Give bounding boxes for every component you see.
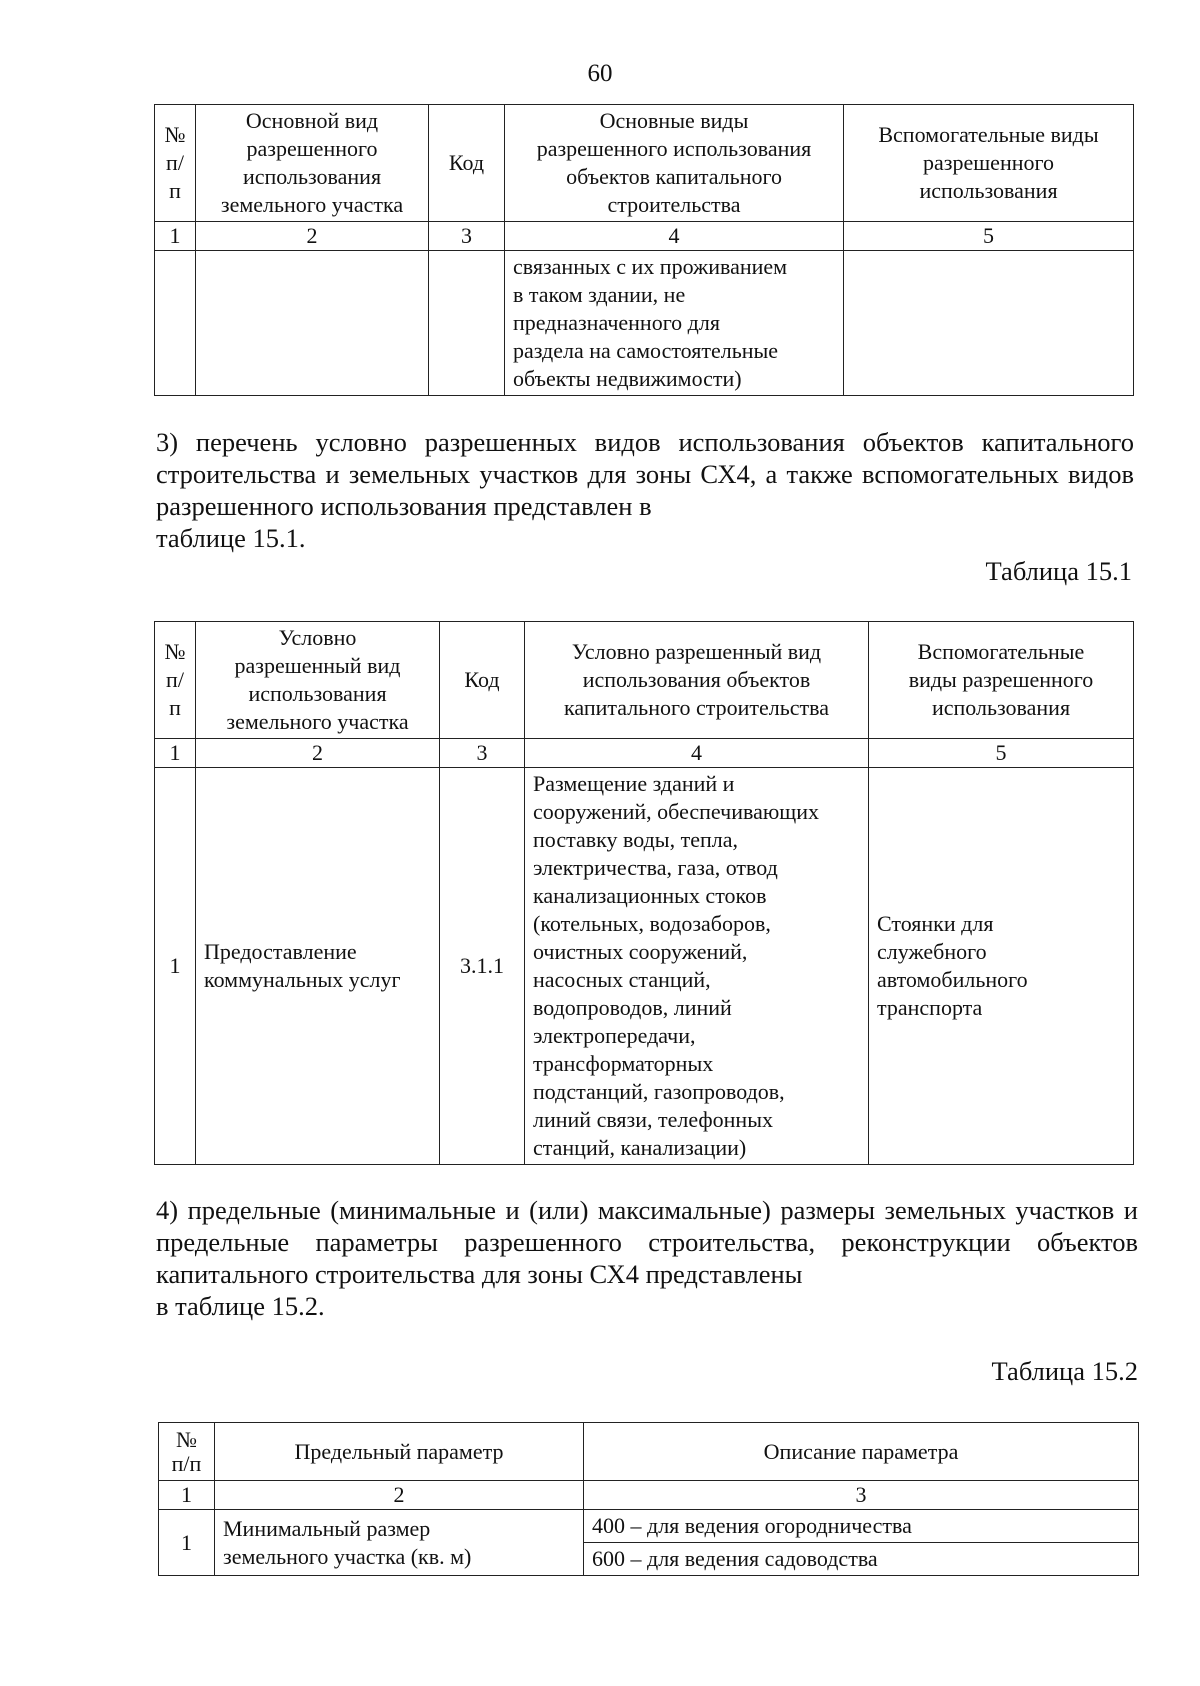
header-main-use: Основной вид разрешенного использования земельного участка (196, 105, 429, 222)
table-cell (196, 251, 429, 396)
index-cell: 4 (505, 222, 844, 251)
header-aux-uses: Вспомогательные виды разрешенного использования (869, 622, 1134, 739)
index-cell: 5 (844, 222, 1134, 251)
table-row (155, 768, 1134, 1165)
index-cell: 3 (429, 222, 505, 251)
param-name: Минимальный размер земельного участка (кв. м) (215, 1510, 584, 1576)
table-header-row (155, 622, 1134, 739)
table-header-row (155, 105, 1134, 222)
paragraph-4-last: в таблице 15.2. (156, 1291, 325, 1321)
header-num: № п/п (155, 622, 196, 739)
table-header-row (159, 1423, 1139, 1481)
table-15-1 (154, 621, 1134, 1165)
table-cell (429, 251, 505, 396)
index-cell: 1 (155, 222, 196, 251)
table-index-row (155, 222, 1134, 251)
table-cell (155, 251, 196, 396)
header-code: Код (440, 622, 525, 739)
header-aux-uses: Вспомогательные виды разрешенного использования (844, 105, 1134, 222)
table-15-1-caption: Таблица 15.1 (985, 556, 1132, 586)
table-cell: связанных с их проживанием в таком здании, не предназначенного для раздела на самостоятельные объекты недвижимости) (505, 251, 844, 396)
use-description: Размещение зданий и сооружений, обеспечивающих поставку воды, тепла, электричества, газа, отвод канализационных стоков (котельных, водозаборов, очистных сооружений, насосных станций, водопроводов, линий электропередачи, трансформаторных подстанций, газопроводов, линий связи, телефонных станций, канализации) (525, 768, 869, 1165)
header-conditional-use-objects: Условно разрешенный вид использования объектов капитального строительства (525, 622, 869, 739)
page-number: 60 (587, 60, 613, 87)
index-cell: 4 (525, 739, 869, 768)
index-cell: 1 (155, 739, 196, 768)
index-cell: 3 (440, 739, 525, 768)
row-number: 1 (159, 1510, 215, 1576)
paragraph-4-text: 4) предельные (минимальные и (или) максимальные) размеры земельных участков и предельные параметры разрешенного строительства, реконструкции объектов капитального строительства для зоны СХ4 представлены (156, 1195, 1138, 1289)
use-code: 3.1.1 (440, 768, 525, 1165)
paragraph-3-last: таблице 15.1. (156, 523, 306, 553)
table-index-row (159, 1481, 1139, 1510)
param-desc-line: 400 – для ведения огородничества (584, 1510, 1139, 1543)
aux-use: Стоянки для служебного автомобильного транспорта (869, 768, 1134, 1165)
index-cell: 1 (159, 1481, 215, 1510)
table-cell (844, 251, 1134, 396)
param-desc-line: 600 – для ведения садоводства (584, 1543, 1139, 1576)
index-cell: 5 (869, 739, 1134, 768)
index-cell: 3 (584, 1481, 1139, 1510)
table-row (155, 251, 1134, 396)
header-code: Код (429, 105, 505, 222)
table-15-2 (158, 1422, 1139, 1576)
header-param-description: Описание параметра (584, 1423, 1139, 1481)
paragraph-4 (156, 1194, 1138, 1322)
header-num: № п/п (155, 105, 196, 222)
header-main-uses-objects: Основные виды разрешенного использования объектов капитального строительства (505, 105, 844, 222)
header-num: № п/п (159, 1423, 215, 1481)
table-row (159, 1510, 1139, 1543)
index-cell: 2 (196, 739, 440, 768)
continued-table (154, 104, 1134, 396)
index-cell: 2 (215, 1481, 584, 1510)
table-index-row (155, 739, 1134, 768)
header-conditional-use: Условно разрешенный вид использования земельного участка (196, 622, 440, 739)
row-number: 1 (155, 768, 196, 1165)
paragraph-3 (156, 426, 1134, 554)
index-cell: 2 (196, 222, 429, 251)
paragraph-3-text: 3) перечень условно разрешенных видов использования объектов капитального строительства и земельных участков для зоны СХ4, а также вспомогательных видов разрешенного использования представлен в (156, 427, 1134, 521)
header-limit-param: Предельный параметр (215, 1423, 584, 1481)
use-name: Предоставление коммунальных услуг (196, 768, 440, 1165)
table-15-2-caption: Таблица 15.2 (991, 1356, 1138, 1386)
